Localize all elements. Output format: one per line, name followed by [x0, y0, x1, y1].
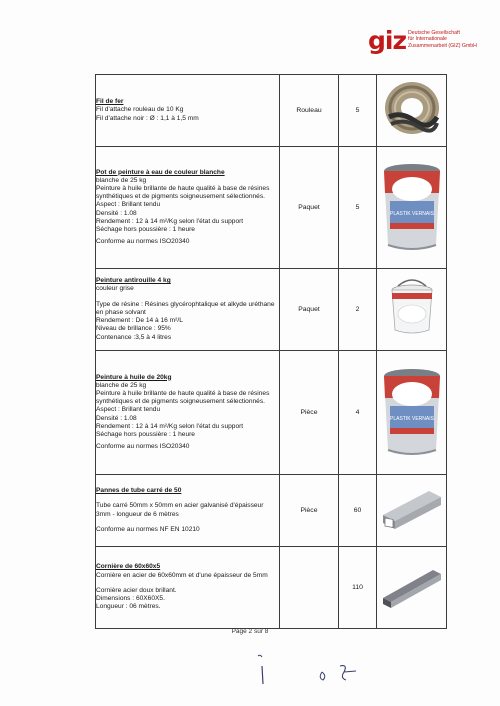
row-unit: Paquet — [280, 147, 339, 269]
row-qty: 2 — [339, 269, 377, 351]
row-line: Contenance :3,5 à 4 litres — [96, 333, 172, 341]
row-description — [96, 75, 280, 147]
bucket-brand: PLASTIK VERNAIS — [389, 211, 434, 217]
page-number: Page 2 sur 8 — [231, 628, 269, 635]
angle-iron-icon — [377, 547, 447, 629]
row-unit: Pièce — [280, 475, 339, 547]
row-qty: 4 — [339, 351, 377, 475]
row-description — [96, 269, 280, 351]
row-unit — [280, 547, 339, 629]
row-description — [96, 547, 280, 629]
row-line: Séchage hors poussière : 1 heure — [96, 226, 195, 233]
row-qty: 5 — [339, 147, 377, 269]
row-note: Conforme au normes ISO20340 — [96, 238, 190, 246]
row-title: Peinture antirouille 4 kg — [96, 277, 171, 285]
row-description — [96, 351, 280, 475]
table-row — [96, 547, 447, 629]
row-qty: 110 — [339, 547, 377, 629]
paint-bucket-icon — [377, 147, 447, 269]
wire-coil-icon — [377, 75, 447, 147]
row-line: Fil d'attache rouleau de 10 Kg — [96, 106, 184, 114]
paint-bucket-icon — [377, 351, 447, 475]
row-line: blanche de 25 kg — [96, 176, 147, 184]
logo-line: für Internationale — [408, 36, 447, 43]
row-line: Dimensions : 60X60X5. — [96, 595, 165, 603]
logo-mark: giz — [368, 26, 407, 55]
table-row — [96, 147, 447, 269]
row-line: Tube carré 50mm x 50mm en acier galvanisé d'épaisseur 3mm - longueur de 6 mètres — [96, 502, 264, 518]
row-line: Rendement : De 14 à 16 m²/L — [96, 317, 183, 325]
row-title: Pannes de tube carré de 50 — [96, 487, 182, 495]
row-line: Séchage hors poussière : 1 heure — [96, 431, 195, 438]
row-line: Cornière en acier de 60x60mm et d'une épaisseur de 5mm — [96, 571, 268, 579]
row-line: Type de résine : Résines glycérophtalique et alkyde uréthane en phase solvant — [96, 300, 275, 316]
row-line: Longueur : 06 mètres. — [96, 603, 161, 611]
row-unit: Rouleau — [280, 75, 339, 147]
row-line: Aspect : Brillant tendu — [96, 201, 161, 209]
small-paint-bucket-icon — [377, 269, 447, 351]
row-line: Rendement : 12 à 14 m²/Kg selon l'état du support — [96, 217, 244, 225]
row-unit: Pièce — [280, 351, 339, 475]
square-tube-icon — [377, 475, 447, 547]
row-line: blanche de 25 kg — [96, 381, 147, 389]
table-row — [96, 475, 447, 547]
row-qty: 60 — [339, 475, 377, 547]
row-line: Fil d'attache noir : Ø : 1,1 à 1,5 mm — [96, 114, 199, 122]
bucket-brand: PLASTIK VERNAIS — [389, 416, 434, 422]
row-line: Densité : 1.08 — [96, 414, 137, 422]
logo-text — [408, 30, 480, 49]
row-title: Cornière de 60x60x5 — [96, 563, 161, 571]
row-note: Conforme au normes ISO20340 — [96, 443, 190, 451]
row-line: Densité : 1.08 — [96, 209, 137, 217]
table-row — [96, 75, 447, 147]
logo-line: Deutsche Gesellschaft — [408, 30, 460, 36]
row-title: Pot de peinture à eau de couleur blanche — [96, 168, 225, 176]
row-note: Conforme au normes NF EN 10210 — [96, 525, 200, 533]
row-line: Niveau de brillance : 95% — [96, 325, 171, 333]
row-line: couleur grise — [96, 285, 134, 293]
row-unit: Paquet — [280, 269, 339, 351]
table-row — [96, 269, 447, 351]
row-line: Cornière acier doux brillant. — [96, 586, 177, 594]
row-qty: 5 — [339, 75, 377, 147]
giz-logo — [368, 28, 478, 58]
logo-line: Zusammenarbeit (GIZ) GmbH — [408, 42, 477, 49]
product-table — [95, 74, 447, 629]
row-title: Peinture à huile de 20kg — [96, 373, 172, 381]
row-line: Aspect : Brillant tendu — [96, 406, 161, 414]
table-row — [96, 351, 447, 475]
row-description — [96, 147, 280, 269]
handwritten-signature — [230, 650, 370, 690]
row-description — [96, 475, 280, 547]
row-line: Rendement : 12 à 14 m²/Kg selon l'état du support — [96, 422, 244, 430]
row-line: Peinture à huile brillante de haute qualité à base de résines synthétiques et de pigments soigneusement sélectionnés. — [96, 184, 270, 201]
row-title: Fil de fer — [96, 98, 124, 106]
row-line: Peinture à huile brillante de haute qualité à base de résines synthétiques et de pigments soigneusement sélectionnés. — [96, 389, 270, 406]
